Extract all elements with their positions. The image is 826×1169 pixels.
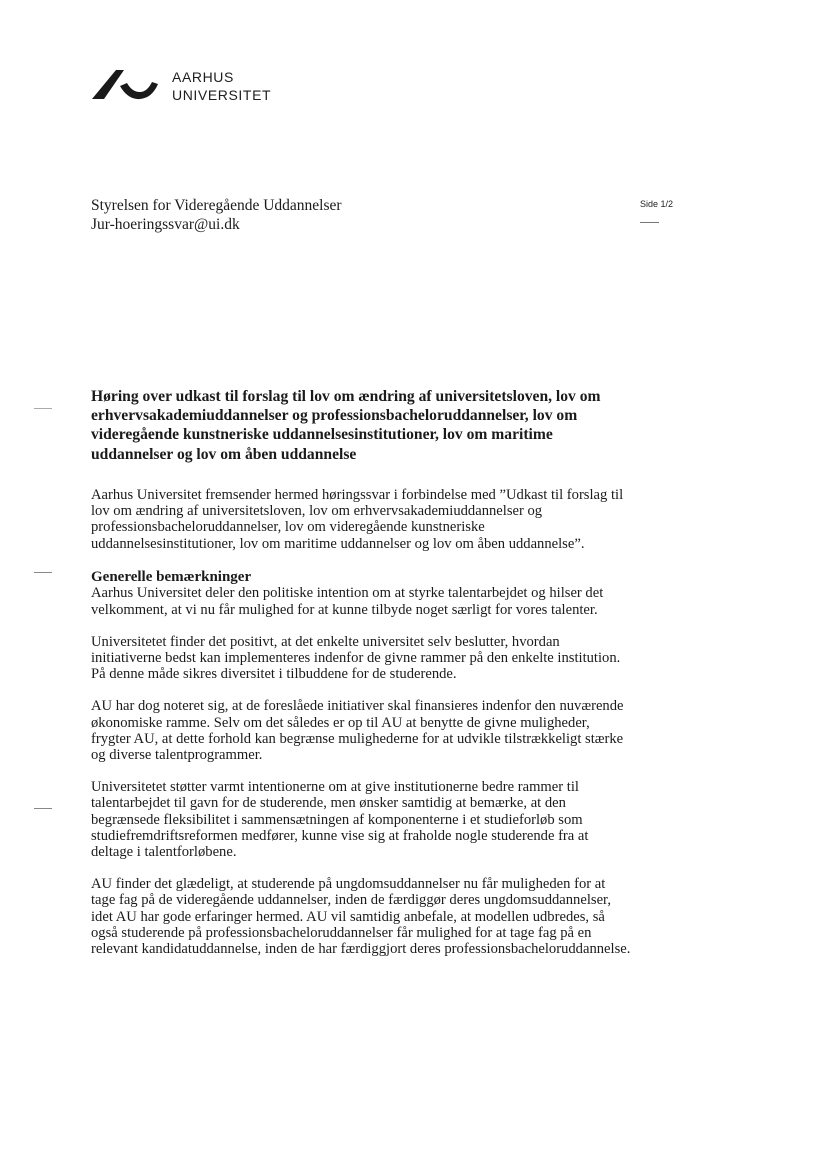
logo-line2: UNIVERSITET xyxy=(172,87,272,103)
margin-rule xyxy=(640,222,659,223)
body-paragraph: AU har dog noteret sig, at de foreslåede initiativer skal finansieres indenfor den nuværende økonomiske ramme. Selv om det således er op til AU at benytte de givne muligheder, frygter AU, at dette forhold kan begrænse mulighederne for at udvikle tilstrækkeligt stærke og diverse talentprogrammer. xyxy=(91,698,624,763)
au-logo-mark-icon xyxy=(90,66,162,102)
fold-mark xyxy=(34,408,52,409)
letter-body xyxy=(91,487,631,973)
page-number: Side 1/2 xyxy=(640,199,674,209)
fold-mark xyxy=(34,808,52,809)
body-paragraph: AU finder det glædeligt, at studerende på ungdomsuddannelser nu får muligheden for at tage fag på de videregående uddannelser, inden de færdiggør deres ungdomsuddannelser, idet AU har gode erfaringer hermed. AU vil samtidig anbefale, at modellen udbredes, så også studerende på professionsbacheloruddannelser får mulighed for at tage fag på en relevant kandidatuddannelse, inden de har færdiggjort deres professionsbacheloruddannelse. xyxy=(91,876,631,957)
body-paragraph: Universitetet støtter varmt intentionerne om at give institutionerne bedre rammer til talentarbejdet til gavn for de studerende, men ønsker samtidig at bemærke, at den begrænsede fleksibilitet i sammensætningen af komponenterne i et studieforløb som studiefremdriftsreformen medfører, kunne vise sig at fraholde nogle studerende fra at deltage i talentforløbene. xyxy=(91,779,589,860)
recipient-email: Jur-hoeringssvar@ui.dk xyxy=(91,216,240,233)
recipient-block xyxy=(91,196,342,234)
recipient-name: Styrelsen for Videregående Uddannelser xyxy=(91,197,342,214)
logo-wordmark xyxy=(172,68,271,104)
logo-line1: AARHUS xyxy=(172,69,234,85)
intro-paragraph: Aarhus Universitet fremsender hermed høringssvar i forbindelse med ”Udkast til forslag til lov om ændring af universitetsloven, lov om erhvervsakademiuddannelser og professionsbacheloruddannelser, lov om videregående kunstneriske uddannelsesinstitutioner, lov om maritime uddannelser og lov om åben uddannelse”. xyxy=(91,487,624,552)
letter-title: Høring over udkast til forslag til lov om ændring af universitetsloven, lov om erhvervsakademiuddannelser og professionsbacheloruddannelser, lov om videregående kunstneriske uddannelsesinstitutioner, lov om maritime uddannelser og lov om åben uddannelse xyxy=(91,388,601,463)
body-paragraph: Universitetet finder det positivt, at det enkelte universitet selv beslutter, hvordan initiativerne bedst kan implementeres indenfor de givne rammer på den enkelte institution. På denne måde sikres diversitet i tilbuddene for de studerende. xyxy=(91,633,621,683)
fold-mark xyxy=(34,572,52,573)
section-heading: Generelle bemærkninger xyxy=(91,568,252,585)
body-paragraph: Aarhus Universitet deler den politiske intention om at styrke talentarbejdet og hilser det velkomment, at vi nu får mulighed for at kunne tilbyde noget særligt for vores talenter. xyxy=(91,585,604,618)
university-logo xyxy=(90,66,270,106)
